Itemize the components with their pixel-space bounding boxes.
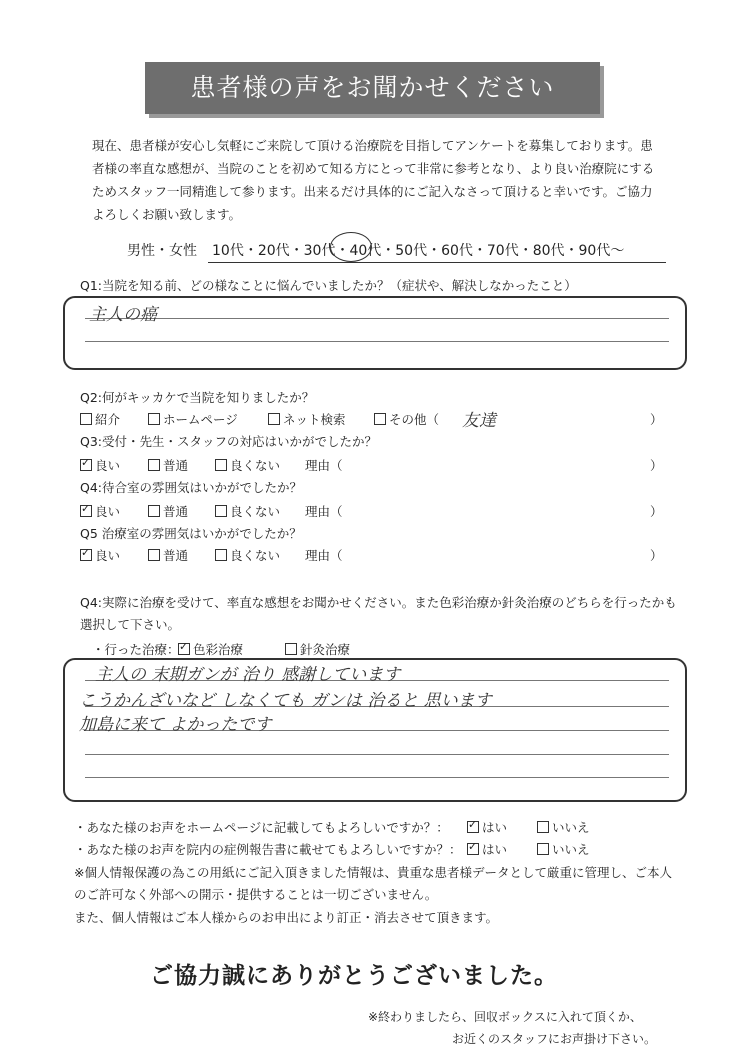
consent-report-yes[interactable]: ✓ はい xyxy=(467,840,507,858)
q4a-option-bad[interactable]: 良くない xyxy=(215,502,280,520)
q4b-option-acupuncture[interactable]: 針灸治療 xyxy=(285,640,350,658)
gender-options[interactable]: 男性・女性 xyxy=(127,243,197,259)
consent-homepage-yes[interactable]: ✓ はい xyxy=(467,818,507,836)
q1-question: Q1:当院を知る前、どの様なことに悩んでいましたか？（症状や、解決しなかったこと） xyxy=(80,278,577,293)
privacy-notice: ※個人情報保護の為この用紙にご記入頂きました情報は、貴重な患者様データとして厳重に管理し、ご本人のご許可なく外部への開示・提供することは一切ございません。 xyxy=(74,865,672,902)
checkbox[interactable] xyxy=(148,549,160,561)
q4a-reason-label: 理由（ xyxy=(305,504,343,519)
privacy-correction-notice: また、個人情報はご本人様からのお申出により訂正・消去させて頂きます。 xyxy=(74,910,499,925)
q3-option-bad[interactable]: 良くない xyxy=(215,456,280,474)
q4a-option-normal[interactable]: 普通 xyxy=(148,502,188,520)
q5-question: Q5 治療室の雰囲気はいかがでしたか？ xyxy=(80,526,302,541)
ruled-line xyxy=(85,777,669,778)
q3-reason-label: 理由（ xyxy=(305,458,343,473)
q1-answer-box[interactable] xyxy=(63,296,687,370)
checkbox-checked[interactable] xyxy=(178,643,190,655)
checkbox[interactable] xyxy=(148,459,160,471)
q5-option-bad[interactable]: 良くない xyxy=(215,546,280,564)
checkbox[interactable] xyxy=(80,413,92,425)
q4b-option-color-therapy[interactable]: ✓ 色彩治療 xyxy=(178,640,243,658)
ruled-line xyxy=(85,318,669,319)
q5-close-paren: ） xyxy=(650,548,663,563)
q4b-handwritten-line-2: こうかんざいなど しなくても ガンは 治ると 思います xyxy=(79,691,492,711)
checkbox[interactable] xyxy=(537,843,549,855)
checkbox-checked[interactable] xyxy=(80,459,92,471)
checkbox[interactable] xyxy=(268,413,280,425)
checkbox-checked[interactable] xyxy=(467,843,479,855)
q4a-option-good[interactable]: ✓良い xyxy=(80,502,120,520)
q2-close-paren: ） xyxy=(650,412,663,427)
checkbox[interactable] xyxy=(215,459,227,471)
q2-question: Q2:何がキッカケで当院を知りましたか？ xyxy=(80,390,315,405)
q2-option-referral[interactable]: 紹介 xyxy=(80,410,120,428)
q4a-question: Q4:待合室の雰囲気はいかがでしたか？ xyxy=(80,480,303,495)
checkbox[interactable] xyxy=(148,505,160,517)
ruled-line xyxy=(85,754,669,755)
checkbox[interactable] xyxy=(215,549,227,561)
checkbox[interactable] xyxy=(537,821,549,833)
q2-option-other[interactable]: その他（ xyxy=(374,410,439,428)
ruled-line xyxy=(85,341,669,342)
checkbox-checked[interactable] xyxy=(80,549,92,561)
consent-report-label: ・あなた様のお声を院内の症例報告書に載せてもよろしいですか？： xyxy=(74,842,462,857)
q4b-question: Q4:実際に治療を受けて、率直な感想をお聞かせください。また色彩治療か針灸治療のどちらを行ったかも選択して下さい。 xyxy=(80,595,677,632)
q2-other-handwritten: 友達 xyxy=(462,411,496,431)
q5-option-good[interactable]: ✓良い xyxy=(80,546,120,564)
q5-option-normal[interactable]: 普通 xyxy=(148,546,188,564)
intro-text: 現在、患者様が安心し気軽にご来院して頂ける治療院を目指してアンケートを募集しております。患者様の率直な感想が、当院のことを初めて知る方にとって非常に参考となり、より良い治療院にするためスタッフ一同精進して参ります。出来るだけ具体的にご記入なさって頂けると幸いです。ご協力よろしくお願い致します。 xyxy=(92,138,655,222)
consent-homepage-no[interactable]: いいえ xyxy=(537,818,590,836)
q4b-handwritten-line-1: 主人の 末期ガンが 治り 感謝しています xyxy=(95,665,401,685)
age-options[interactable]: 10代・20代・30代・40代・50代・60代・70代・80代・90代～ xyxy=(212,243,625,259)
footer-line-2: お近くのスタッフにお声掛け下さい。 xyxy=(452,1032,657,1046)
q4b-answer-box[interactable] xyxy=(63,658,687,802)
q4b-handwritten-line-3: 加島に来て よかったです xyxy=(79,715,272,735)
q5-reason-label: 理由（ xyxy=(305,548,343,563)
q3-question: Q3:受付・先生・スタッフの対応はいかがでしたか？ xyxy=(80,434,378,449)
q2-option-web-search[interactable]: ネット検索 xyxy=(268,410,346,428)
q4b-treatment-label: ・行った治療： xyxy=(92,642,180,657)
consent-report-no[interactable]: いいえ xyxy=(537,840,590,858)
q1-handwritten-answer: 主人の癌 xyxy=(89,305,157,325)
checkbox-checked[interactable] xyxy=(467,821,479,833)
checkbox[interactable] xyxy=(148,413,160,425)
q2-option-homepage[interactable]: ホームページ xyxy=(148,410,238,428)
q3-close-paren: ） xyxy=(650,458,663,473)
age-selection-circle xyxy=(330,232,372,262)
checkbox-checked[interactable] xyxy=(80,505,92,517)
page-title: 患者様の声をお聞かせください xyxy=(145,62,600,114)
age-underline xyxy=(208,262,666,263)
q3-option-good[interactable]: ✓良い xyxy=(80,456,120,474)
checkbox[interactable] xyxy=(374,413,386,425)
checkbox[interactable] xyxy=(215,505,227,517)
checkbox[interactable] xyxy=(285,643,297,655)
q3-option-normal[interactable]: 普通 xyxy=(148,456,188,474)
footer-line-1: ※終わりましたら、回収ボックスに入れて頂くか、 xyxy=(368,1010,642,1024)
q4a-close-paren: ） xyxy=(650,504,663,519)
consent-homepage-label: ・あなた様のお声をホームページに記載してもよろしいですか？： xyxy=(74,820,449,835)
thanks-message: ご協力誠にありがとうございました。 xyxy=(150,963,558,989)
